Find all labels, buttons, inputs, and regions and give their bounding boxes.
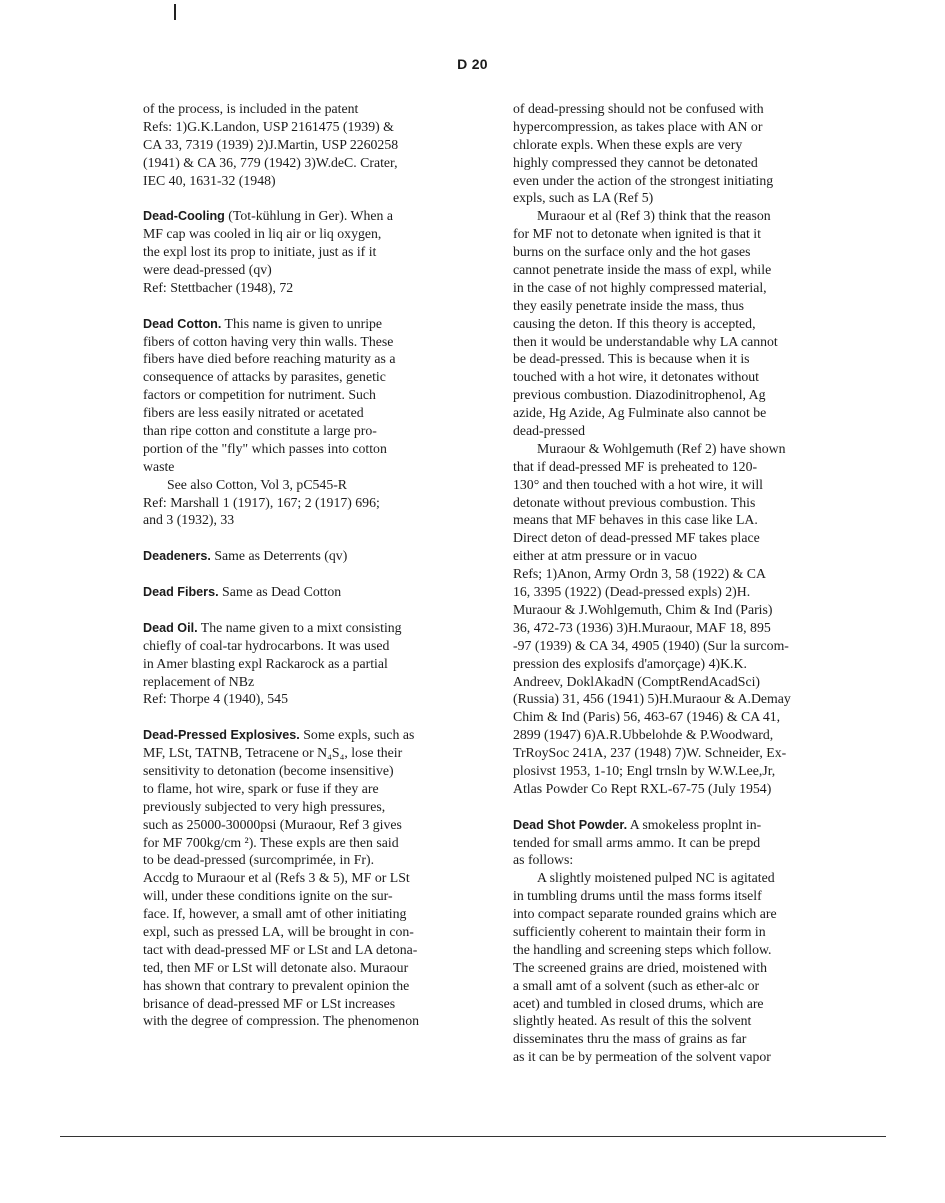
line-text: face. If, however, a small amt of other initiating [143,906,407,922]
line-text: 16, 3395 (1922) (Dead-pressed expls) 2)H. [513,584,751,600]
line-text: even under the action of the strongest initiating [513,172,774,188]
line-text: burns on the surface only and the hot gases [513,244,751,260]
line-text: with the degree of compression. The phenomenon [143,1013,419,1029]
text-line [513,1030,846,1048]
line-text: causing the deton. If this theory is accepted, [513,315,756,331]
text-line [513,959,846,977]
text-line [143,511,473,529]
line-text: as it can be by permeation of the solvent vapor [513,1049,771,1065]
text-line [513,350,846,368]
line-text: tended for small arms ammo. It can be prepd [513,834,761,850]
line-text: tact with dead-pressed MF or LSt and LA detona- [143,941,418,957]
text-line [513,118,846,136]
line-text: previous combustion. Diazodinitrophenol, Ag [513,387,766,403]
line-text: the expl lost its prop to initiate, just as if it [143,244,377,260]
line-text: brisance of dead-pressed MF or LSt increases [143,995,396,1011]
text-line [143,959,473,977]
line-text: Atlas Powder Co Rept RXL-67-75 (July 1954) [513,780,772,796]
text-line [513,225,846,243]
line-text: either at atm pressure or in vacuo [513,548,697,564]
text-line [513,726,846,744]
line-text: Chim & Ind (Paris) 56, 463-67 (1946) & CA 41, [513,709,781,725]
text-line [143,744,473,762]
line-text: as follows: [513,852,574,868]
entry-headword: Dead-Pressed Explosives. [143,728,300,743]
text-line [143,350,473,368]
text-line [143,172,473,190]
text-line [513,386,846,404]
line-text: they easily penetrate inside the mass, thus [513,297,745,313]
paragraph-spacer [143,189,473,207]
text-line [143,261,473,279]
line-text: that if dead-pressed MF is preheated to 120- [513,458,758,474]
text-line [143,690,473,708]
text-line [513,404,846,422]
text-line [513,1048,846,1066]
paragraph-spacer [143,297,473,315]
text-line [143,422,473,440]
entry-headword: Dead-Cooling [143,209,225,224]
text-line [513,869,846,887]
line-text: 36, 472-73 (1936) 3)H.Muraour, MAF 18, 895 [513,619,771,635]
text-line [513,547,846,565]
line-text: -97 (1939) & CA 34, 4905 (1940) (Sur la surcom- [513,637,789,653]
text-line [513,136,846,154]
footer-rule [60,1136,886,1137]
line-text: Some expls, such as [299,727,415,743]
text-line [513,297,846,315]
line-text: ted, then MF or LSt will detonate also. Muraour [143,959,409,975]
text-line [143,887,473,905]
text-line [513,494,846,512]
text-line [513,565,846,583]
text-line [143,655,473,673]
text-line [513,923,846,941]
line-text: and 3 (1932), 33 [143,512,235,528]
paragraph-spacer [513,798,846,816]
text-line [143,154,473,172]
line-text: 2899 (1947) 6)A.R.Ubbelohde & P.Woodward, [513,727,774,743]
line-text: disseminates thru the mass of grains as far [513,1031,747,1047]
text-line [143,386,473,404]
text-line [513,154,846,172]
paragraph-spacer [143,529,473,547]
line-text: MF cap was cooled in liq air or liq oxygen, [143,226,382,242]
text-line [513,690,846,708]
text-line [513,637,846,655]
text-line [143,440,473,458]
text-line [513,977,846,995]
line-text: chiefly of coal-tar hydrocarbons. It was used [143,637,390,653]
paragraph-spacer [143,601,473,619]
text-line [143,458,473,476]
line-text: azide, Hg Azide, Ag Fulminate also cannot be [513,405,767,421]
text-line [143,243,473,261]
text-line [513,440,846,458]
entry-headword: Dead Shot Powder. [513,817,628,832]
text-line [513,315,846,333]
line-text: plosivst 1953, 1-10; Engl trnsln by W.W.Lee,Jr, [513,762,776,778]
line-text: Refs: 1)G.K.Landon, USP 2161475 (1939) & [143,118,394,134]
line-text: for MF 700kg/cm ²). These expls are then said [143,834,399,850]
text-line [143,673,473,691]
entry-headword: Deadeners. [143,549,211,564]
line-text: Andreev, DoklAkadN (ComptRendAcadSci) [513,673,761,689]
line-text: of dead-pressing should not be confused with [513,101,764,116]
line-text: Same as Dead Cotton [218,584,342,600]
text-line [143,279,473,297]
text-line [513,529,846,547]
text-line [143,1012,473,1030]
line-text: 130° and then touched with a hot wire, it will [513,476,763,492]
line-text: highly compressed they cannot be detonated [513,154,758,170]
text-line [513,851,846,869]
line-text: slightly heated. As result of this the solvent [513,1013,752,1029]
text-line [143,404,473,422]
line-text: expl, such as pressed LA, will be brought in con- [143,923,414,939]
line-text: Muraour et al (Ref 3) think that the reason [537,208,771,224]
text-line [143,118,473,136]
line-text: expls, such as LA (Ref 5) [513,190,654,206]
line-text: portion of the "fly" which passes into cotton [143,440,387,456]
text-line [143,905,473,923]
line-text: (Tot-kühlung in Ger). When a [224,208,393,224]
line-text: acet) and tumbled in closed drums, which are [513,995,764,1011]
line-text: such as 25000-30000psi (Muraour, Ref 3 gives [143,816,402,832]
line-text: previously subjected to very high pressures, [143,798,386,814]
line-text: Same as Deterrents (qv) [210,548,348,564]
line-text: See also Cotton, Vol 3, pC545-R [167,476,348,492]
text-line [513,583,846,601]
text-line [143,762,473,780]
text-line [513,458,846,476]
line-text: detonate without previous combustion. This [513,494,756,510]
line-text: hypercompression, as takes place with AN or [513,118,763,134]
line-text: means that MF behaves in this case like LA. [513,512,758,528]
line-text: pression des explosifs d'amorçage) 4)K.K. [513,655,747,671]
text-line [143,476,473,494]
line-text: cannot penetrate inside the mass of expl, while [513,262,772,278]
entry-heading-line [143,583,473,601]
text-line [513,655,846,673]
line-text: of the process, is included in the patent [143,101,359,116]
line-text: sufficiently coherent to maintain their form in [513,923,766,939]
text-line [513,780,846,798]
entry-headword: Dead Cotton. [143,316,222,331]
text-line [513,422,846,440]
text-line [143,494,473,512]
line-text: IEC 40, 1631-32 (1948) [143,172,276,188]
line-text: (1941) & CA 36, 779 (1942) 3)W.deC. Crater, [143,154,398,170]
line-text: This name is given to unripe [221,315,383,331]
line-text: Ref: Marshall 1 (1917), 167; 2 (1917) 696; [143,494,380,510]
entry-heading-line [143,619,473,637]
paragraph-spacer [143,565,473,583]
text-line [143,798,473,816]
line-text: Ref: Stettbacher (1948), 72 [143,279,294,295]
line-text: consequence of attacks by parasites, genetic [143,369,386,385]
text-line [513,673,846,691]
line-text: were dead-pressed (qv) [143,262,272,278]
line-text: has shown that contrary to prevalent opinion the [143,977,410,993]
line-text: waste [143,458,175,474]
text-line [143,100,473,118]
text-line [513,368,846,386]
line-text: Muraour & J.Wohlgemuth, Chim & Ind (Paris) [513,601,773,617]
text-line [513,243,846,261]
entry-heading-line [143,315,473,333]
text-line [143,368,473,386]
line-text: then it would be understandable why LA cannot [513,333,778,349]
text-line [513,207,846,225]
text-line [143,923,473,941]
text-line [513,172,846,190]
text-line [513,887,846,905]
text-line [513,279,846,297]
line-text: chlorate expls. When these expls are very [513,136,743,152]
line-text: to flame, hot wire, spark or fuse if they are [143,780,379,796]
line-text: CA 33, 7319 (1939) 2)J.Martin, USP 2260258 [143,136,399,152]
text-line [513,619,846,637]
text-line [513,1012,846,1030]
line-text: A smokeless proplnt in- [627,816,762,832]
line-text: TrRoySoc 241A, 237 (1948) 7)W. Schneider, Ex- [513,745,787,761]
text-line [143,995,473,1013]
text-line [513,189,846,207]
line-text: in the case of not highly compressed material, [513,279,767,295]
text-line [143,333,473,351]
right-column [513,100,846,1066]
text-line [143,816,473,834]
entry-headword: Dead Oil. [143,620,198,635]
text-line [143,225,473,243]
line-text: into compact separate rounded grains which are [513,906,777,922]
text-line [143,834,473,852]
text-line [513,762,846,780]
entry-heading-line [143,547,473,565]
line-text: sensitivity to detonation (become insensitive) [143,762,394,778]
entry-headword: Dead Fibers. [143,585,219,600]
text-line [513,100,846,118]
text-line [513,708,846,726]
page-edge-mark [174,4,176,20]
line-text: than ripe cotton and constitute a large pro- [143,423,377,439]
line-text: Muraour & Wohlgemuth (Ref 2) have shown [537,440,786,456]
text-line [143,941,473,959]
line-text: to be dead-pressed (surcomprimée, in Fr). [143,852,375,868]
text-line [143,977,473,995]
entry-heading-line [513,816,846,834]
text-line [513,511,846,529]
line-text: fibers have died before reaching maturity as a [143,351,396,367]
text-line [513,941,846,959]
line-text: for MF not to detonate when ignited is that it [513,226,761,242]
text-line [513,995,846,1013]
line-text: Ref: Thorpe 4 (1940), 545 [143,691,288,707]
line-text: Refs; 1)Anon, Army Ordn 3, 58 (1922) & CA [513,566,766,582]
text-line [513,333,846,351]
text-line [513,476,846,494]
line-text: the handling and screening steps which follow. [513,941,772,957]
line-text: fibers of cotton having very thin walls. These [143,333,394,349]
text-line [143,136,473,154]
text-line [143,780,473,798]
line-text: factors or competition for nutriment. Such [143,387,376,403]
left-column [143,100,473,1030]
text-line [513,905,846,923]
paragraph-spacer [143,708,473,726]
line-text: dead-pressed [513,423,586,439]
line-text: fibers are less easily nitrated or acetated [143,405,364,421]
text-line [143,851,473,869]
line-text: Direct deton of dead-pressed MF takes place [513,530,760,546]
line-text: The name given to a mixt consisting [197,619,402,635]
line-text: (Russia) 31, 456 (1941) 5)H.Muraour & A.Demay [513,691,791,707]
text-line [143,637,473,655]
text-line [513,601,846,619]
line-text: in tumbling drums until the mass forms itself [513,888,762,904]
text-line [143,869,473,887]
text-line [513,744,846,762]
line-text: Accdg to Muraour et al (Refs 3 & 5), MF or LSt [143,870,410,886]
line-text: be dead-pressed. This is because when it is [513,351,750,367]
page-header: D 20 [457,56,488,72]
entry-heading-line [143,207,473,225]
line-text: will, under these conditions ignite on the sur- [143,888,393,904]
text-line [513,261,846,279]
line-text: replacement of NBz [143,673,255,689]
entry-heading-line [143,726,473,744]
line-text: a small amt of a solvent (such as ether-alc or [513,977,760,993]
line-text: in Amer blasting expl Rackarock as a partial [143,655,388,671]
line-text: MF, LSt, TATNB, Tetracene or N₄S₄, lose their [143,745,403,761]
line-text: touched with a hot wire, it detonates without [513,369,759,385]
line-text: The screened grains are dried, moistened with [513,959,767,975]
line-text: A slightly moistened pulped NC is agitated [537,870,775,886]
text-line [513,834,846,852]
